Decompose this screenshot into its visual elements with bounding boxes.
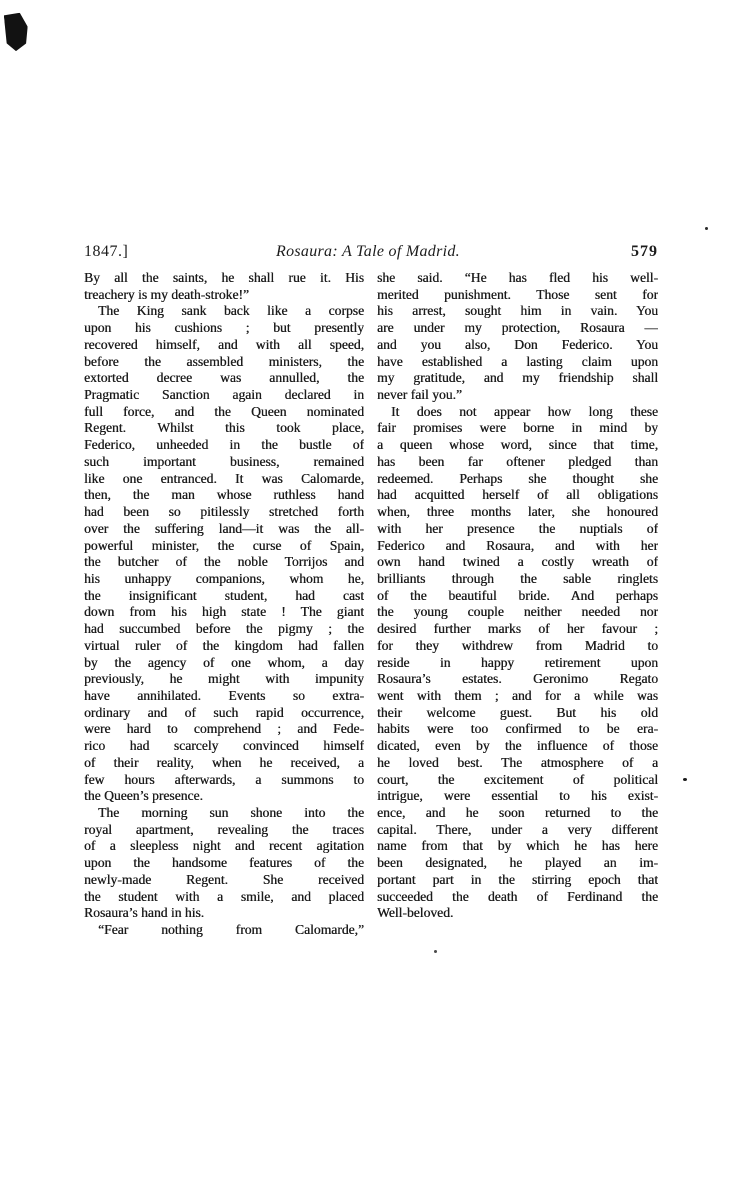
text-line: The morning sun shone into the xyxy=(98,805,364,820)
text-line: have annihilated. Events so extra- xyxy=(84,687,364,703)
text-line: ordinary and of such rapid occurrence, xyxy=(84,704,364,720)
text-column-left xyxy=(84,270,364,939)
text-line: the young couple neither needed nor xyxy=(377,604,658,620)
text-line: virtual ruler of the kingdom had fallen xyxy=(84,637,364,653)
text-line: name from that by which he has here xyxy=(377,838,658,854)
text-line: previously, he might with impunity xyxy=(84,671,364,687)
text-line: royal apartment, revealing the traces xyxy=(84,821,364,837)
text-line: succeeded the death of Ferdinand the xyxy=(377,888,658,904)
text-line: when, three months later, she honoured xyxy=(377,504,658,520)
text-line: his unhappy companions, whom he, xyxy=(84,570,364,586)
text-line: The King sank back like a corpse xyxy=(98,303,364,319)
text-line: had been so pitilessly stretched forth xyxy=(84,504,364,520)
text-line: of a sleepless night and recent agitation xyxy=(84,838,364,854)
text-line: upon his cushions ; but presently xyxy=(84,320,364,336)
text-line: for they withdrew from Madrid to xyxy=(377,637,658,653)
scan-speck xyxy=(683,778,687,781)
text-line: court, the excitement of political xyxy=(377,771,658,787)
text-line: such important business, remained xyxy=(84,453,364,469)
text-line: full force, and the Queen nominated xyxy=(84,403,364,419)
text-line: redeemed. Perhaps she thought she xyxy=(377,470,658,486)
text-line: treachery is my death-stroke!” xyxy=(84,286,249,302)
text-line: by the agency of one whom, a day xyxy=(84,654,364,670)
text-line: dicated, even by the influence of those xyxy=(377,738,658,754)
text-line: upon the handsome features of the xyxy=(84,855,364,871)
text-line: portant part in the stirring epoch that xyxy=(377,871,658,887)
header-page-number: 579 xyxy=(631,243,658,260)
text-line: few hours afterwards, a summons to xyxy=(84,771,364,787)
text-line: merited punishment. Those sent for xyxy=(377,286,658,302)
text-line: rico had scarcely convinced himself xyxy=(84,738,364,754)
text-line: went with them ; and for a while was xyxy=(377,687,658,703)
text-line: before the assembled ministers, the xyxy=(84,353,364,369)
text-line: she said. “He has fled his well- xyxy=(377,270,658,285)
text-line: the Queen’s presence. xyxy=(84,788,203,804)
text-line: over the suffering land—it was the all- xyxy=(84,520,364,536)
text-line: Well-beloved. xyxy=(377,905,454,921)
text-line: had succumbed before the pigmy ; the xyxy=(84,621,364,637)
text-line: are under my protection, Rosaura — xyxy=(377,320,658,336)
text-line: brilliants through the sable ringlets xyxy=(377,570,658,586)
text-line: of the beautiful bride. And perhaps xyxy=(377,587,658,603)
scan-speck xyxy=(705,227,708,230)
text-line: has been far oftener pledged than xyxy=(377,453,658,469)
text-line: were hard to comprehend ; and Fede- xyxy=(84,721,364,737)
text-line: the student with a smile, and placed xyxy=(84,888,364,904)
text-line: Rosaura’s hand in his. xyxy=(84,905,205,921)
text-line: ence, and he soon returned to the xyxy=(377,805,658,820)
text-line: and you also, Don Federico. You xyxy=(377,336,658,352)
text-line: down from his high state ! The giant xyxy=(84,604,364,620)
scan-corner-artifact xyxy=(4,12,30,52)
text-line: my gratitude, and my friendship shall xyxy=(377,370,658,386)
header-title: Rosaura: A Tale of Madrid. xyxy=(276,243,460,260)
text-line: recovered himself, and with all speed, xyxy=(84,336,364,352)
text-line: fair promises were borne in mind by xyxy=(377,420,658,436)
text-line: had acquitted herself of all obligations xyxy=(377,487,658,503)
text-line: habits were too confirmed to be era- xyxy=(377,721,658,737)
text-line: By all the saints, he shall rue it. His xyxy=(84,270,364,285)
text-line: powerful minister, the curse of Spain, xyxy=(84,537,364,553)
text-line: desired further marks of her favour ; xyxy=(377,621,658,637)
text-line: then, the man whose ruthless hand xyxy=(84,487,364,503)
text-line: It does not appear how long these xyxy=(391,403,658,419)
text-line: never fail you.” xyxy=(377,387,462,403)
text-line: Pragmatic Sanction again declared in xyxy=(84,387,364,403)
text-line: the butcher of the noble Torrijos and xyxy=(84,554,364,570)
text-line: his arrest, sought him in vain. You xyxy=(377,303,658,319)
text-line: like one entranced. It was Calomarde, xyxy=(84,470,364,486)
text-line: extorted decree was annulled, the xyxy=(84,370,364,386)
text-column-right xyxy=(377,270,658,922)
text-line: with her presence the nuptials of xyxy=(377,520,658,536)
text-line: he loved best. The atmosphere of a xyxy=(377,754,658,770)
header-year: 1847.] xyxy=(84,243,129,260)
text-line: “Fear nothing from Calomarde,” xyxy=(98,922,364,938)
text-line: own hand twined a costly wreath of xyxy=(377,554,658,570)
text-line: been designated, he played an im- xyxy=(377,855,658,871)
text-line: Rosaura’s estates. Geronimo Regato xyxy=(377,671,658,687)
text-line: their welcome guest. But his old xyxy=(377,704,658,720)
text-line: Regent. Whilst this took place, xyxy=(84,420,364,436)
text-line: have established a lasting claim upon xyxy=(377,353,658,369)
text-line: Federico and Rosaura, and with her xyxy=(377,537,658,553)
text-line: newly-made Regent. She received xyxy=(84,871,364,887)
text-line: reside in happy retirement upon xyxy=(377,654,658,670)
text-line: intrigue, were essential to his exist- xyxy=(377,788,658,804)
text-line: the insignificant student, had cast xyxy=(84,587,364,603)
text-line: Federico, unheeded in the bustle of xyxy=(84,437,364,453)
text-line: capital. There, under a very different xyxy=(377,821,658,837)
text-line: of their reality, when he received, a xyxy=(84,754,364,770)
running-header xyxy=(84,243,658,263)
scan-speck xyxy=(434,950,437,953)
text-line: a queen whose word, since that time, xyxy=(377,437,658,453)
